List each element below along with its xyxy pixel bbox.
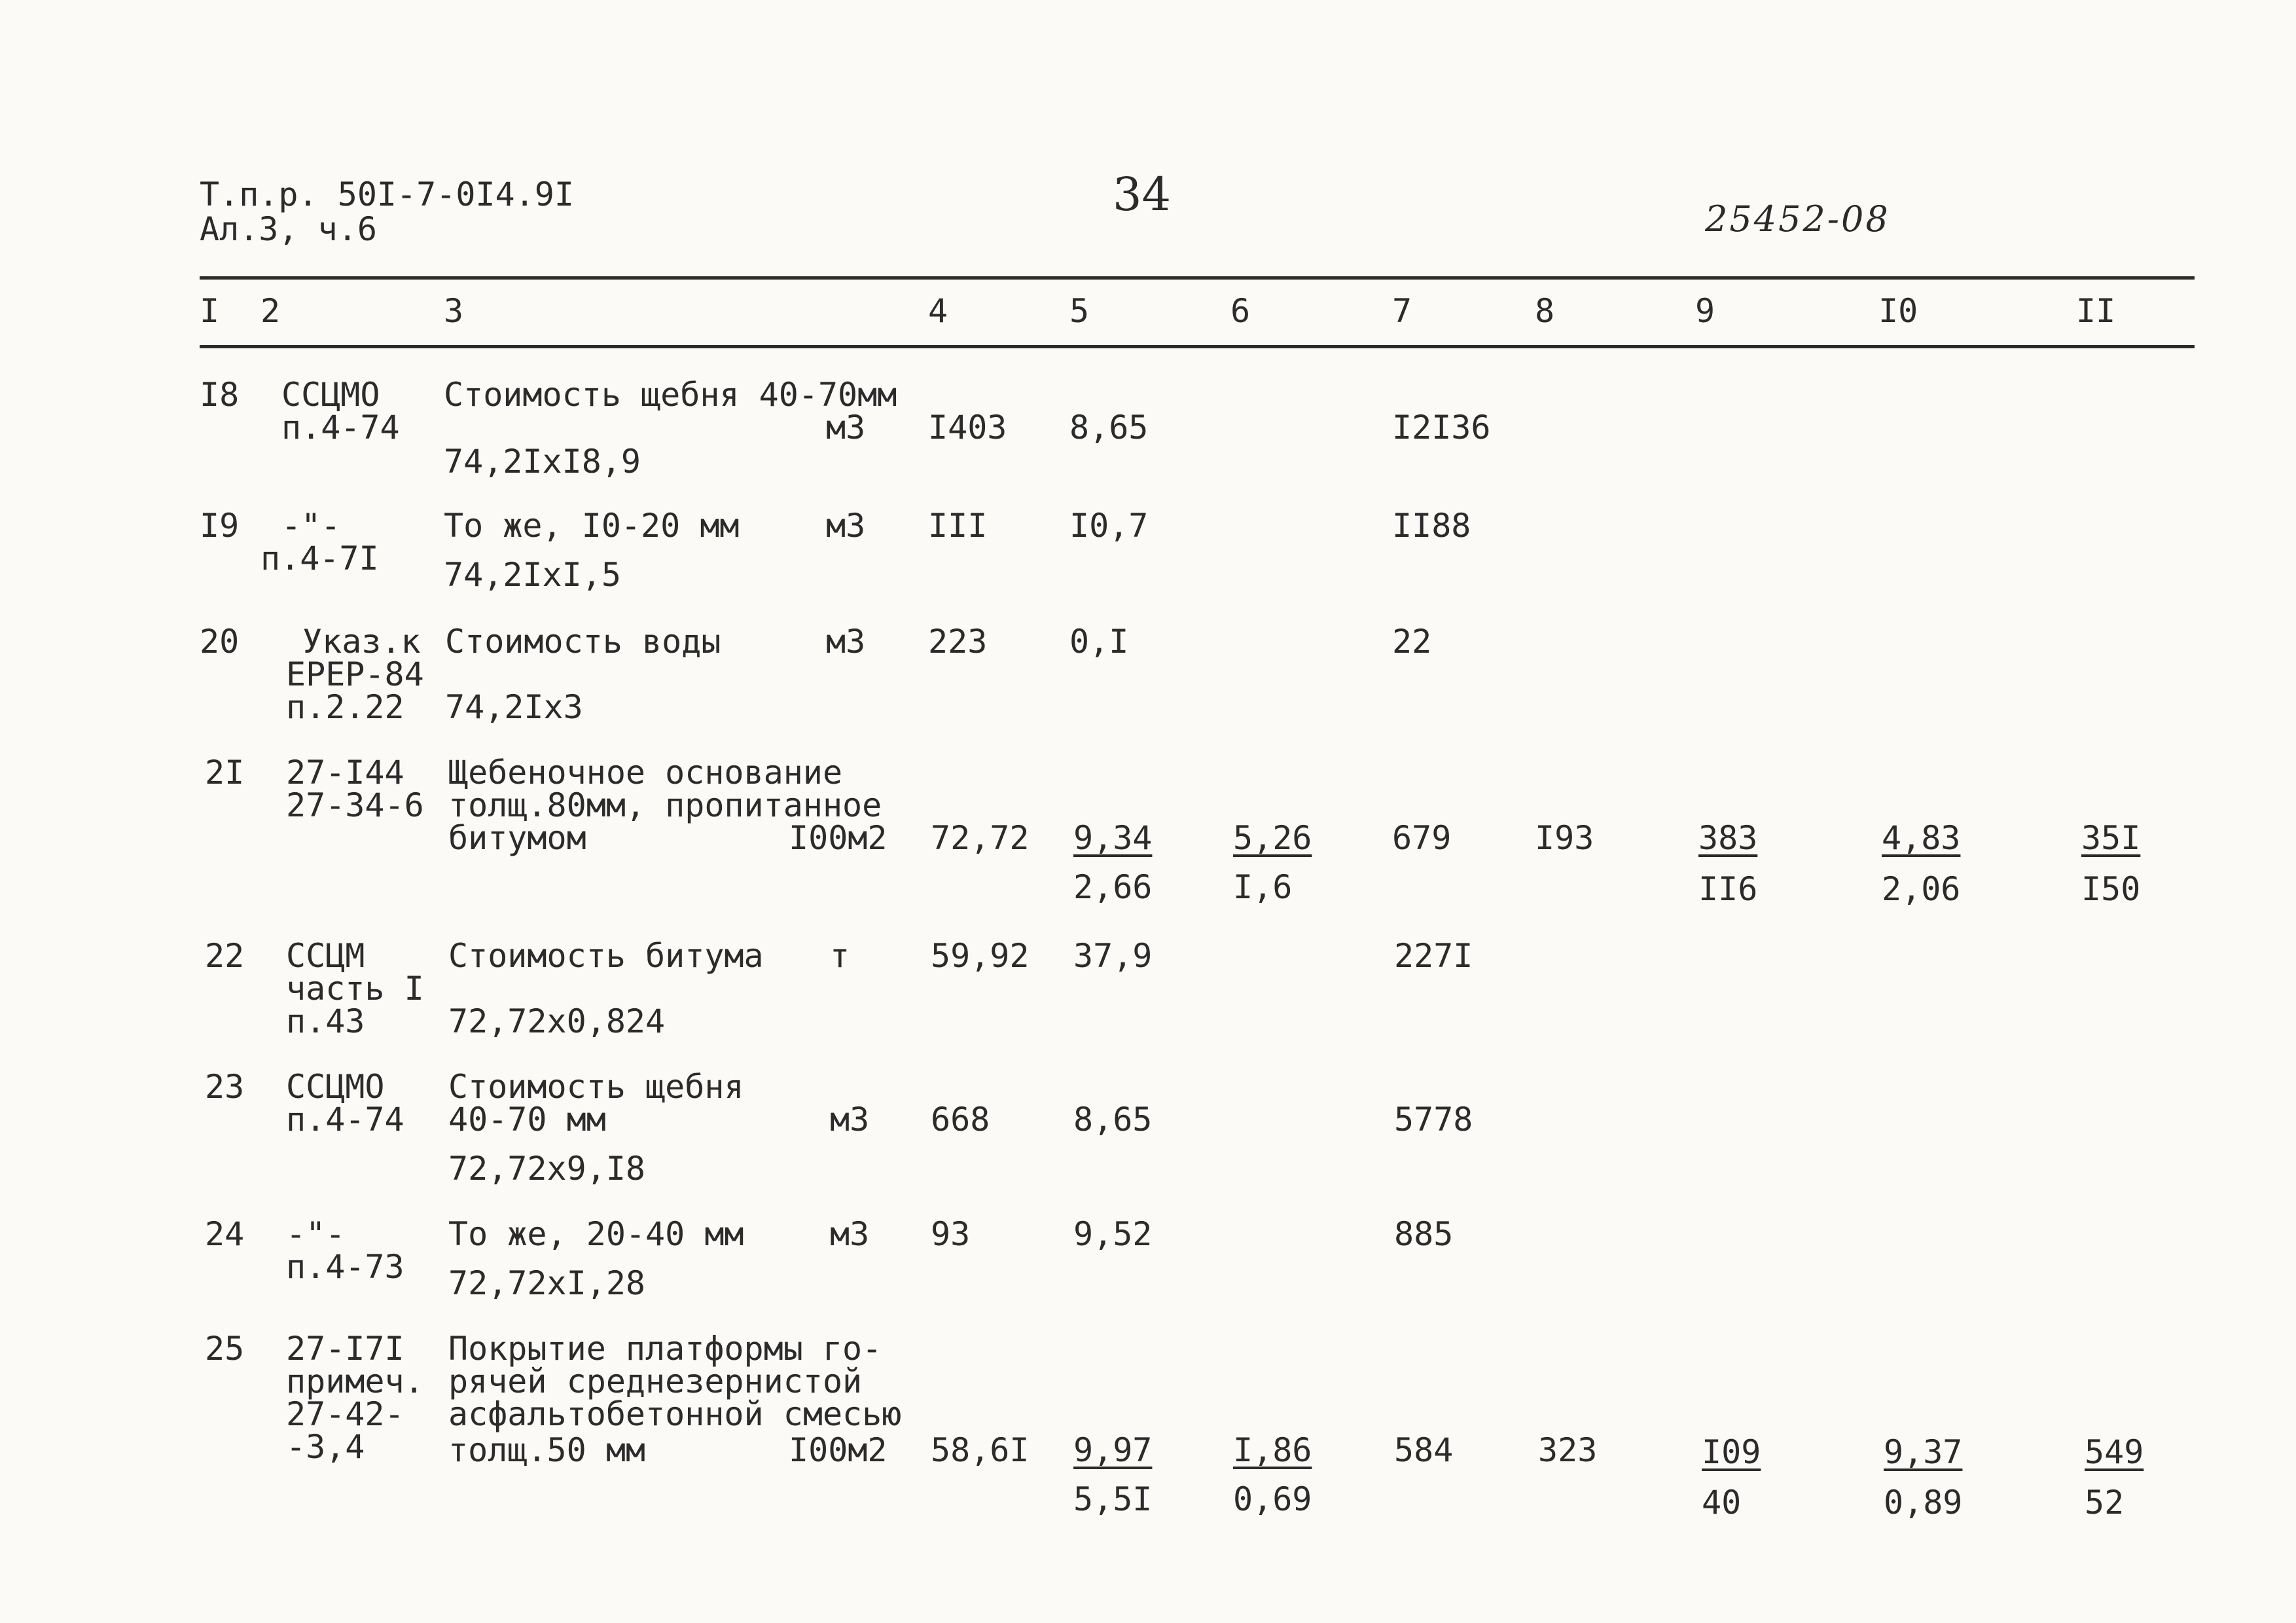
norm-code: 27-34-6 bbox=[286, 786, 424, 824]
norm-code: -3,4 bbox=[286, 1428, 365, 1466]
column-header: 4 bbox=[928, 292, 948, 330]
column-header: 6 bbox=[1230, 292, 1251, 330]
quantity: 668 bbox=[931, 1101, 990, 1139]
row-number: 25 bbox=[205, 1330, 245, 1368]
machine-cost-wages: I,6 bbox=[1233, 868, 1293, 906]
unit-cost-wages: 5,5I bbox=[1073, 1480, 1153, 1518]
norm-code: ССЦМО bbox=[281, 376, 380, 414]
total-cost: I2I36 bbox=[1392, 409, 1491, 447]
table-top-rule bbox=[200, 276, 2195, 280]
machine-cost-wages: 0,69 bbox=[1233, 1480, 1312, 1518]
calculation: 72,72xI,28 bbox=[448, 1264, 646, 1302]
work-description: 40-70 мм bbox=[448, 1101, 606, 1139]
calculation: 72,72x0,824 bbox=[448, 1002, 666, 1040]
work-description: Щебеночное основание bbox=[448, 754, 843, 792]
norm-code: п.4-7I bbox=[260, 539, 379, 577]
column-header: 9 bbox=[1695, 292, 1715, 330]
column-header: 3 bbox=[444, 292, 464, 330]
norm-code: ССЦМ bbox=[286, 937, 365, 975]
row-number: I9 bbox=[200, 507, 240, 545]
total-cost: 227I bbox=[1394, 937, 1473, 975]
unit-cost: 9,97 bbox=[1073, 1431, 1153, 1469]
machine-cost: 5,26 bbox=[1233, 819, 1312, 857]
norm-code: Указ.к bbox=[302, 623, 421, 661]
norm-code: 27-I44 bbox=[286, 754, 404, 792]
total-wages-lower: 40 bbox=[1702, 1484, 1742, 1522]
norm-code: п.4-73 bbox=[286, 1248, 404, 1286]
work-description: асфальтобетонной смесью bbox=[448, 1395, 902, 1433]
quantity: 223 bbox=[928, 623, 988, 661]
quantity: 59,92 bbox=[931, 937, 1030, 975]
total-cost: 584 bbox=[1394, 1431, 1454, 1469]
norm-code: п.43 bbox=[286, 1002, 365, 1040]
quantity: III bbox=[928, 507, 988, 545]
machine-cost: I,86 bbox=[1233, 1431, 1312, 1469]
unit-cost: 9,34 bbox=[1073, 819, 1153, 857]
norm-code: примеч. bbox=[286, 1362, 424, 1400]
norm-code: ЕРЕР-84 bbox=[286, 655, 424, 693]
labor-cost: 4,83 bbox=[1882, 819, 1961, 857]
project-number: Т.п.р. 50I-7-0I4.9I bbox=[200, 175, 574, 213]
quantity: 72,72 bbox=[931, 819, 1030, 857]
norm-code: ССЦМО bbox=[286, 1068, 385, 1106]
total-wages: 383 bbox=[1698, 819, 1758, 857]
row-number: 23 bbox=[205, 1068, 245, 1106]
row-number: 2I bbox=[205, 754, 245, 792]
total-labor-lower: I50 bbox=[2081, 870, 2141, 908]
unit: м3 bbox=[826, 623, 866, 661]
total-cost: 5778 bbox=[1394, 1101, 1473, 1139]
total-machine-cost: I93 bbox=[1535, 819, 1594, 857]
work-description: битумом bbox=[448, 819, 586, 857]
unit: м3 bbox=[830, 1101, 870, 1139]
total-labor: 35I bbox=[2081, 819, 2141, 857]
column-header: 5 bbox=[1069, 292, 1090, 330]
quantity: 58,6I bbox=[931, 1431, 1030, 1469]
row-number: 22 bbox=[205, 937, 245, 975]
unit: I00м2 bbox=[789, 819, 888, 857]
work-description: Стоимость щебня bbox=[448, 1068, 744, 1106]
calculation: 72,72x9,I8 bbox=[448, 1150, 646, 1188]
work-description: Стоимость битума bbox=[448, 937, 764, 975]
page-number: 34 bbox=[1113, 168, 1172, 221]
unit: м3 bbox=[826, 507, 866, 545]
calculation: 74,2IxI8,9 bbox=[444, 443, 641, 481]
row-number: 20 bbox=[200, 623, 240, 661]
table-header-rule bbox=[200, 345, 2195, 348]
norm-code: п.4-74 bbox=[281, 409, 400, 447]
total-cost: 885 bbox=[1394, 1215, 1454, 1253]
unit-cost-wages: 2,66 bbox=[1073, 868, 1153, 906]
total-labor-lower: 52 bbox=[2085, 1484, 2125, 1522]
norm-code: -"- bbox=[281, 507, 341, 545]
work-description: толщ.50 мм bbox=[448, 1431, 646, 1469]
work-description: Стоимость воды bbox=[445, 623, 721, 661]
work-description: То же, 20-40 мм bbox=[448, 1215, 744, 1253]
quantity: I403 bbox=[928, 409, 1007, 447]
unit: т bbox=[830, 937, 850, 975]
labor-cost-lower: 2,06 bbox=[1882, 870, 1961, 908]
column-header: II bbox=[2076, 292, 2116, 330]
calculation: 74,2IxI,5 bbox=[444, 556, 621, 594]
norm-code: 27-I7I bbox=[286, 1330, 404, 1368]
unit: м3 bbox=[826, 409, 866, 447]
unit-cost: 8,65 bbox=[1073, 1101, 1153, 1139]
handwritten-code: 25452-08 bbox=[1705, 198, 1890, 240]
work-description: То же, I0-20 мм bbox=[444, 507, 740, 545]
album-part: Ал.3, ч.6 bbox=[200, 210, 377, 248]
labor-cost-lower: 0,89 bbox=[1884, 1484, 1963, 1522]
total-wages: I09 bbox=[1702, 1433, 1761, 1471]
unit-cost: 9,52 bbox=[1073, 1215, 1153, 1253]
row-number: 24 bbox=[205, 1215, 245, 1253]
column-header: I0 bbox=[1878, 292, 1918, 330]
total-machine-cost: 323 bbox=[1538, 1431, 1598, 1469]
work-description: рячей среднезернистой bbox=[448, 1362, 863, 1400]
norm-code: 27-42- bbox=[286, 1395, 404, 1433]
column-header: I bbox=[200, 292, 220, 330]
column-header: 2 bbox=[260, 292, 281, 330]
norm-code: -"- bbox=[286, 1215, 346, 1253]
total-labor: 549 bbox=[2085, 1433, 2144, 1471]
unit-cost: 8,65 bbox=[1069, 409, 1149, 447]
unit-cost: 0,I bbox=[1069, 623, 1129, 661]
work-description: толщ.80мм, пропитанное bbox=[448, 786, 882, 824]
unit: м3 bbox=[830, 1215, 870, 1253]
unit-cost: I0,7 bbox=[1069, 507, 1149, 545]
row-number: I8 bbox=[200, 376, 240, 414]
column-header: 8 bbox=[1535, 292, 1555, 330]
norm-code: п.2.22 bbox=[286, 688, 404, 726]
column-header: 7 bbox=[1392, 292, 1412, 330]
total-cost: II88 bbox=[1392, 507, 1471, 545]
quantity: 93 bbox=[931, 1215, 971, 1253]
calculation: 74,2Ix3 bbox=[445, 688, 583, 726]
unit: I00м2 bbox=[789, 1431, 888, 1469]
norm-code: п.4-74 bbox=[286, 1101, 404, 1139]
norm-code: часть I bbox=[286, 970, 424, 1008]
total-cost: 679 bbox=[1392, 819, 1452, 857]
work-description: Стоимость щебня 40-70мм bbox=[444, 376, 897, 414]
total-cost: 22 bbox=[1392, 623, 1432, 661]
labor-cost: 9,37 bbox=[1884, 1433, 1963, 1471]
work-description: Покрытие платформы го- bbox=[448, 1330, 882, 1368]
unit-cost: 37,9 bbox=[1073, 937, 1153, 975]
total-wages-lower: II6 bbox=[1698, 870, 1758, 908]
